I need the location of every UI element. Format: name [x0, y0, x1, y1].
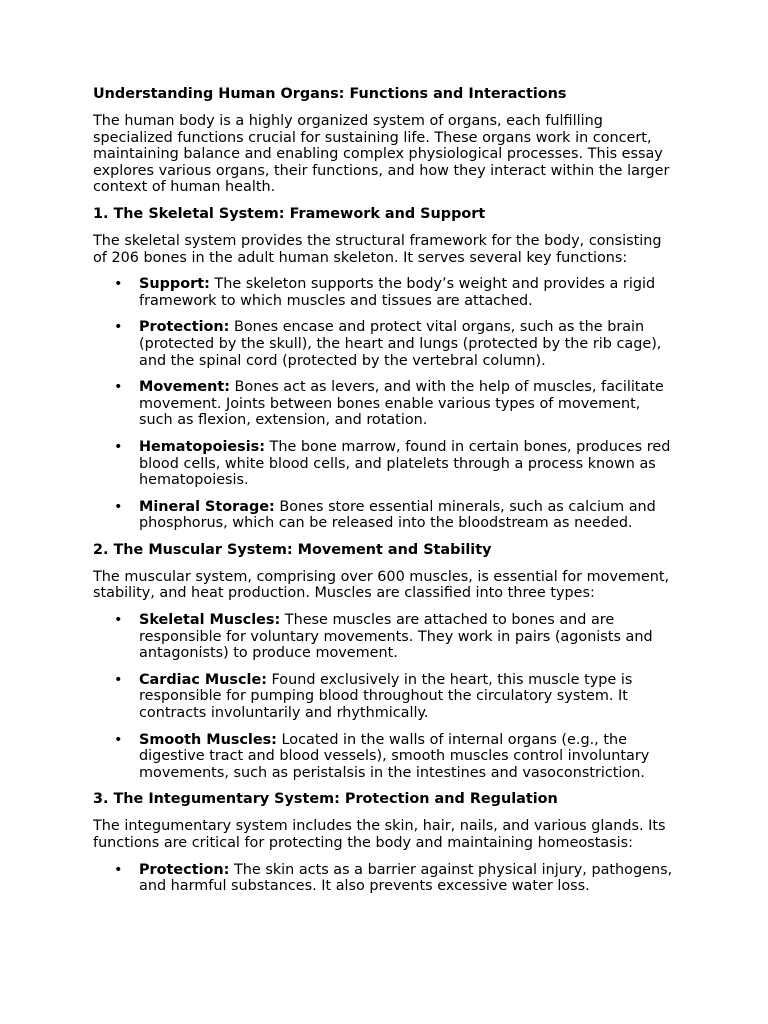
list-item-term: Support: [139, 276, 210, 293]
bullet-icon: • [114, 438, 123, 455]
document-title: Understanding Human Organs: Functions and Interactions [93, 86, 567, 102]
bullet-icon: • [114, 276, 123, 293]
skeletal-functions-list [93, 276, 678, 532]
list-item-text: The bone marrow, found in certain bones, produces red blood cells, white blood cells, and platelets through a process known as hematopoiesis. [139, 438, 671, 489]
list-item [93, 862, 678, 895]
list-item-text: These muscles are attached to bones and are responsible for voluntary movements. They work in pairs (agonists and antagonists) to produce movement. [139, 612, 653, 662]
section-heading-skeletal: 1. The Skeletal System: Framework and Support [93, 205, 486, 222]
list-item-text: The skeleton supports the body’s weight and provides a rigid framework to which muscles and tissues are attached. [139, 276, 656, 309]
list-item [93, 732, 678, 782]
section-heading-muscular: 2. The Muscular System: Movement and Stability [93, 541, 492, 558]
list-item-term: Protection: [139, 861, 230, 878]
list-item-text: Found exclusively in the heart, this muscle type is responsible for pumping blood throughout the circulatory system. It contracts involuntarily and rhythmically. [139, 671, 633, 722]
list-item [93, 672, 678, 722]
list-item-text: Located in the walls of internal organs (e.g., the digestive tract and blood vessels), smooth muscles control involuntary movements, such as peristalsis in the intestines and vasoconstriction. [139, 731, 650, 781]
list-item-term: Protection: [139, 319, 230, 336]
bullet-icon: • [114, 498, 123, 515]
bullet-icon: • [114, 319, 123, 336]
intro-paragraph: The human body is a highly organized system of organs, each fulfilling specialized functions crucial for sustaining life. These organs work in concert, maintaining balance and enabling complex physiological processes. This essay explores various organs, their functions, and how they interact within the larger context of human health. [93, 113, 670, 196]
section-intro-integumentary: The integumentary system includes the skin, hair, nails, and various glands. Its functions are critical for protecting the body and maintaining homeostasis: [93, 818, 666, 851]
bullet-icon: • [114, 671, 123, 688]
bullet-icon: • [114, 612, 123, 629]
list-item-term: Skeletal Muscles: [139, 612, 281, 629]
list-item [93, 276, 678, 309]
list-item-term: Cardiac Muscle: [139, 671, 267, 688]
list-item-term: Smooth Muscles: [139, 731, 277, 748]
section-intro-skeletal: The skeletal system provides the structural framework for the body, consisting of 206 bones in the adult human skeleton. It serves several key functions: [93, 232, 662, 266]
integumentary-functions-list [93, 862, 678, 895]
list-item-term: Mineral Storage: [139, 498, 275, 515]
list-item-term: Movement: [139, 379, 230, 396]
list-item [93, 319, 678, 369]
section-intro-muscular: The muscular system, comprising over 600 muscles, is essential for movement, stability, and heat production. Muscles are classified into three types: [93, 568, 670, 602]
bullet-icon: • [114, 861, 123, 878]
list-item [93, 439, 678, 489]
list-item [93, 612, 678, 662]
list-item-term: Hematopoiesis: [139, 438, 265, 455]
list-item-text: Bones store essential minerals, such as calcium and phosphorus, which can be released into the bloodstream as needed. [139, 498, 656, 532]
list-item [93, 379, 678, 429]
list-item-text: Bones act as levers, and with the help of muscles, facilitate movement. Joints between bones enable various types of movement, such as flexion, extension, and rotation. [139, 379, 664, 429]
list-item [93, 499, 678, 532]
bullet-icon: • [114, 379, 123, 396]
list-item-text: The skin acts as a barrier against physical injury, pathogens, and harmful substances. It also prevents excessive water loss. [139, 861, 673, 895]
bullet-icon: • [114, 731, 123, 748]
section-heading-integumentary: 3. The Integumentary System: Protection and Regulation [93, 791, 558, 808]
muscle-types-list [93, 612, 678, 781]
list-item-text: Bones encase and protect vital organs, such as the brain (protected by the skull), the heart and lungs (protected by the rib cage), and the spinal cord (protected by the vertebral column). [139, 319, 662, 369]
